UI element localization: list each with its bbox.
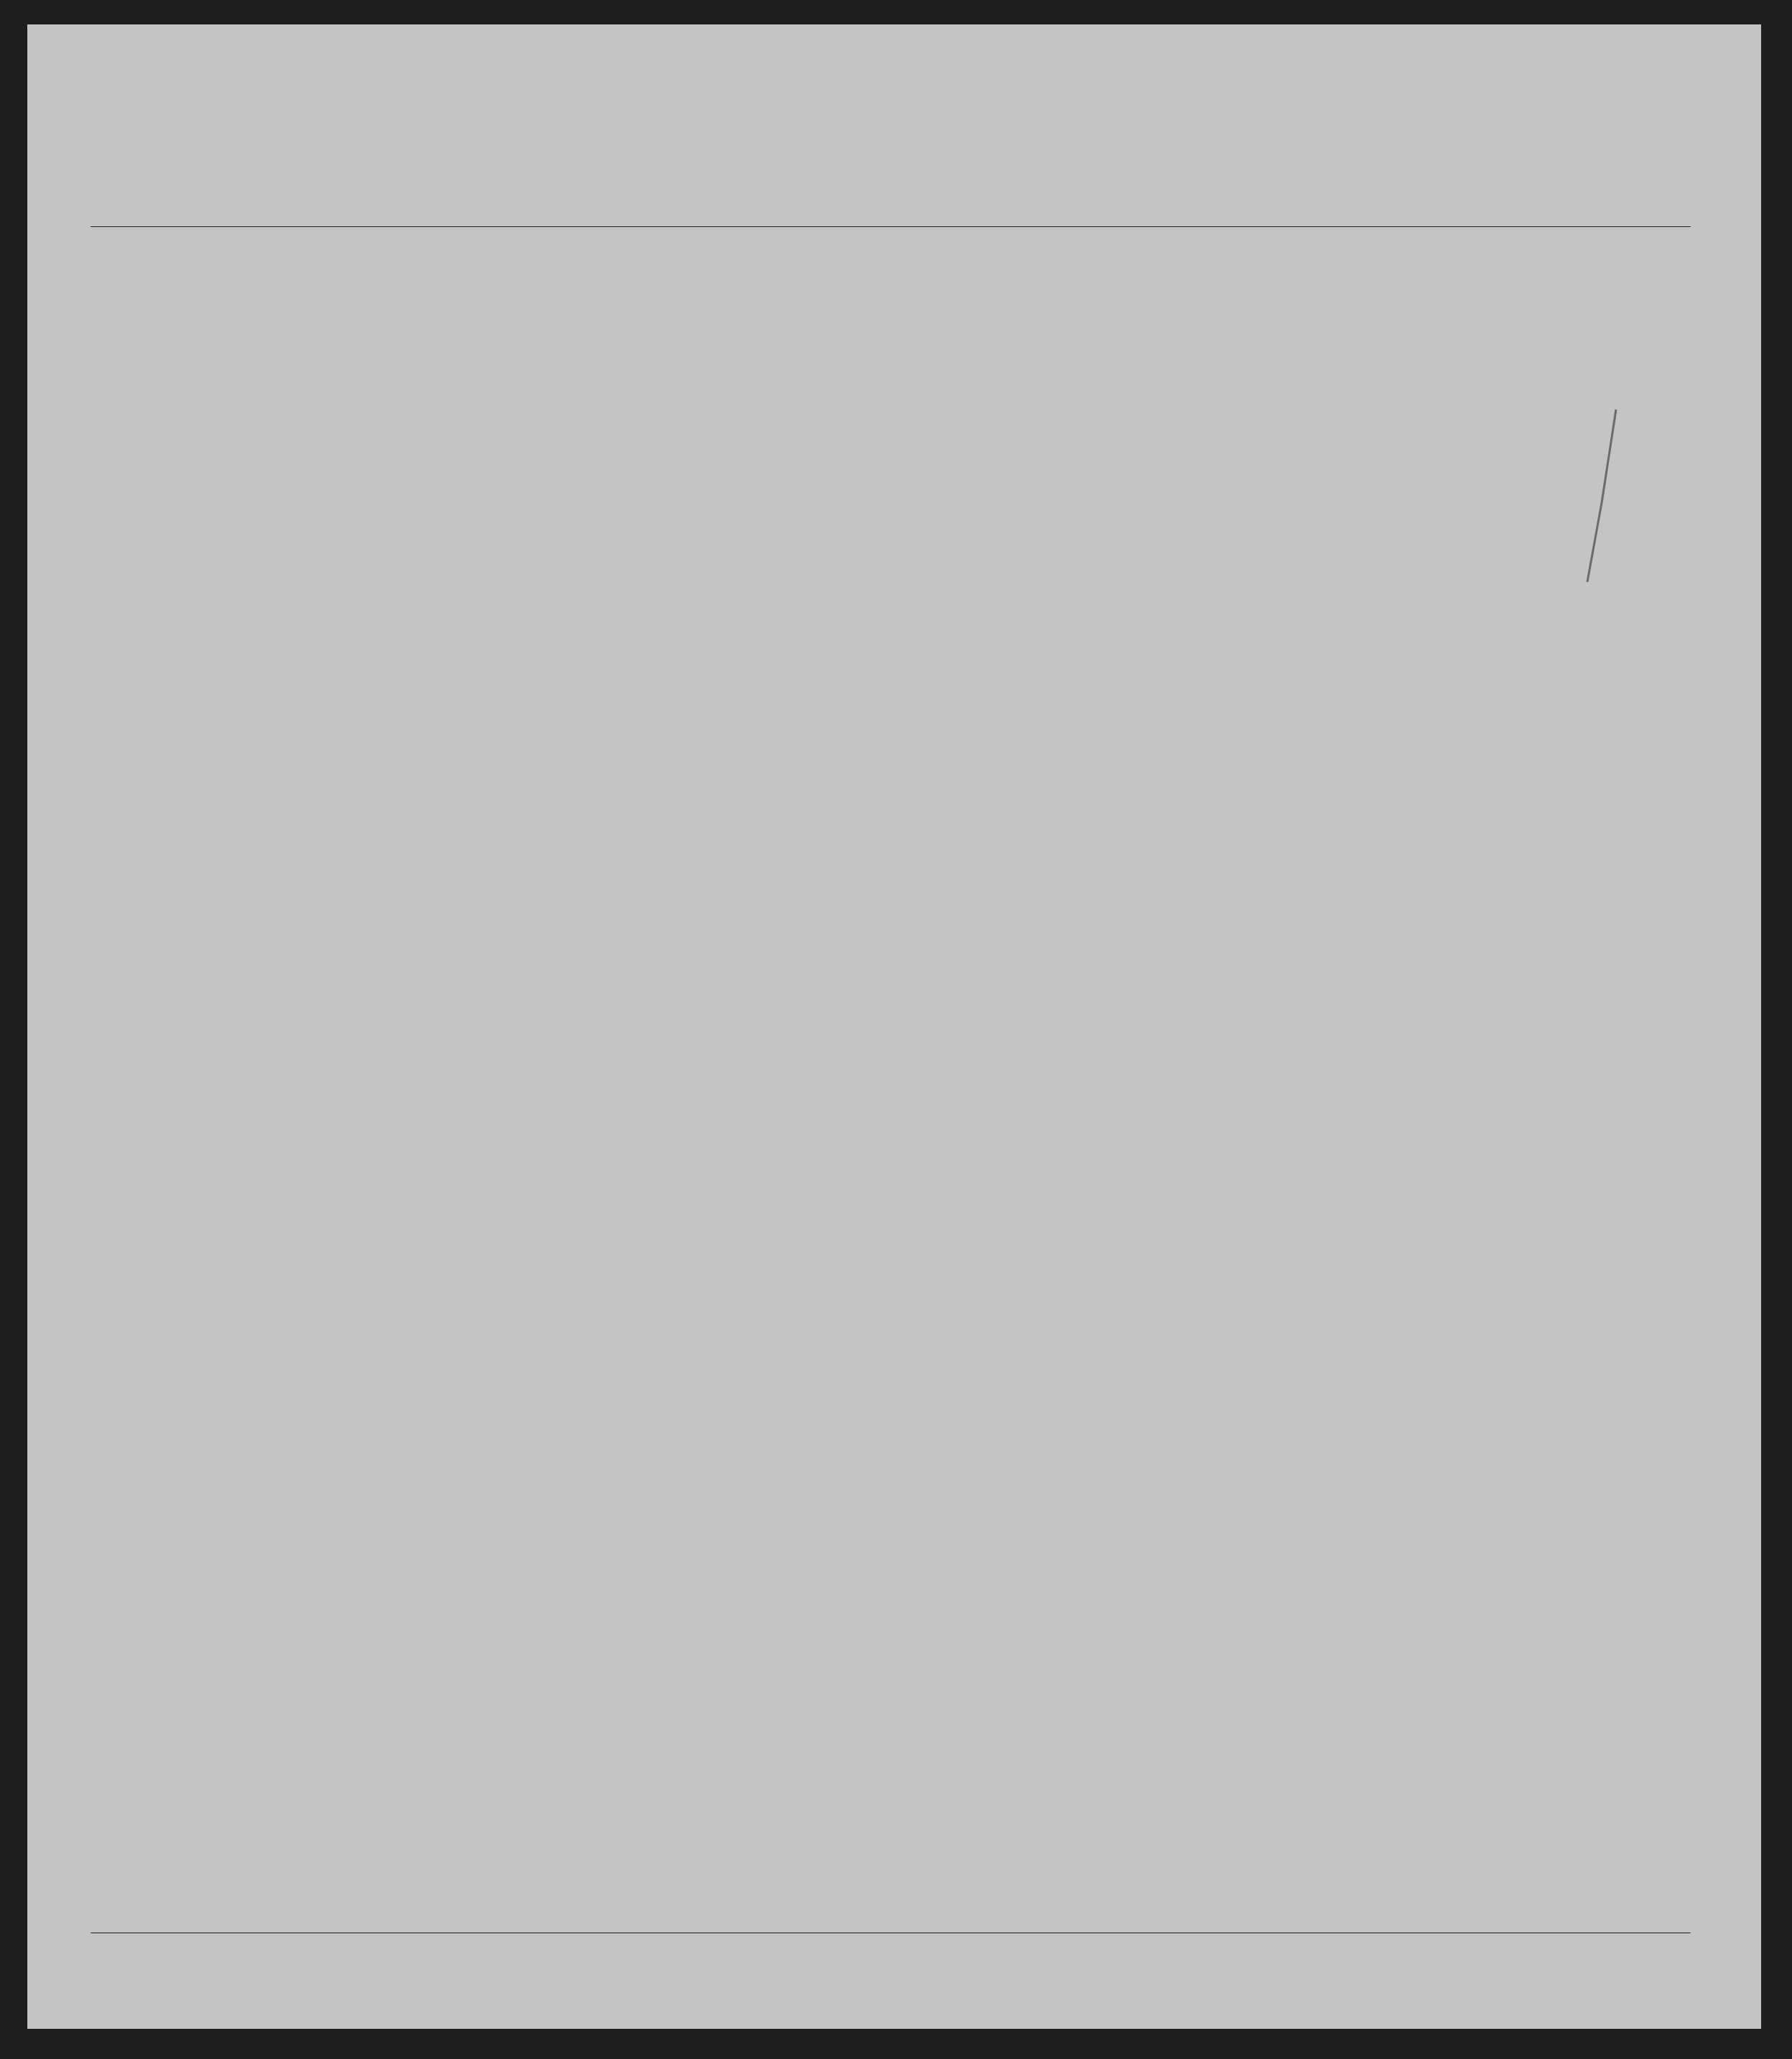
manifest-sheet <box>27 24 1761 2029</box>
annotation-stroke <box>1544 402 1630 603</box>
